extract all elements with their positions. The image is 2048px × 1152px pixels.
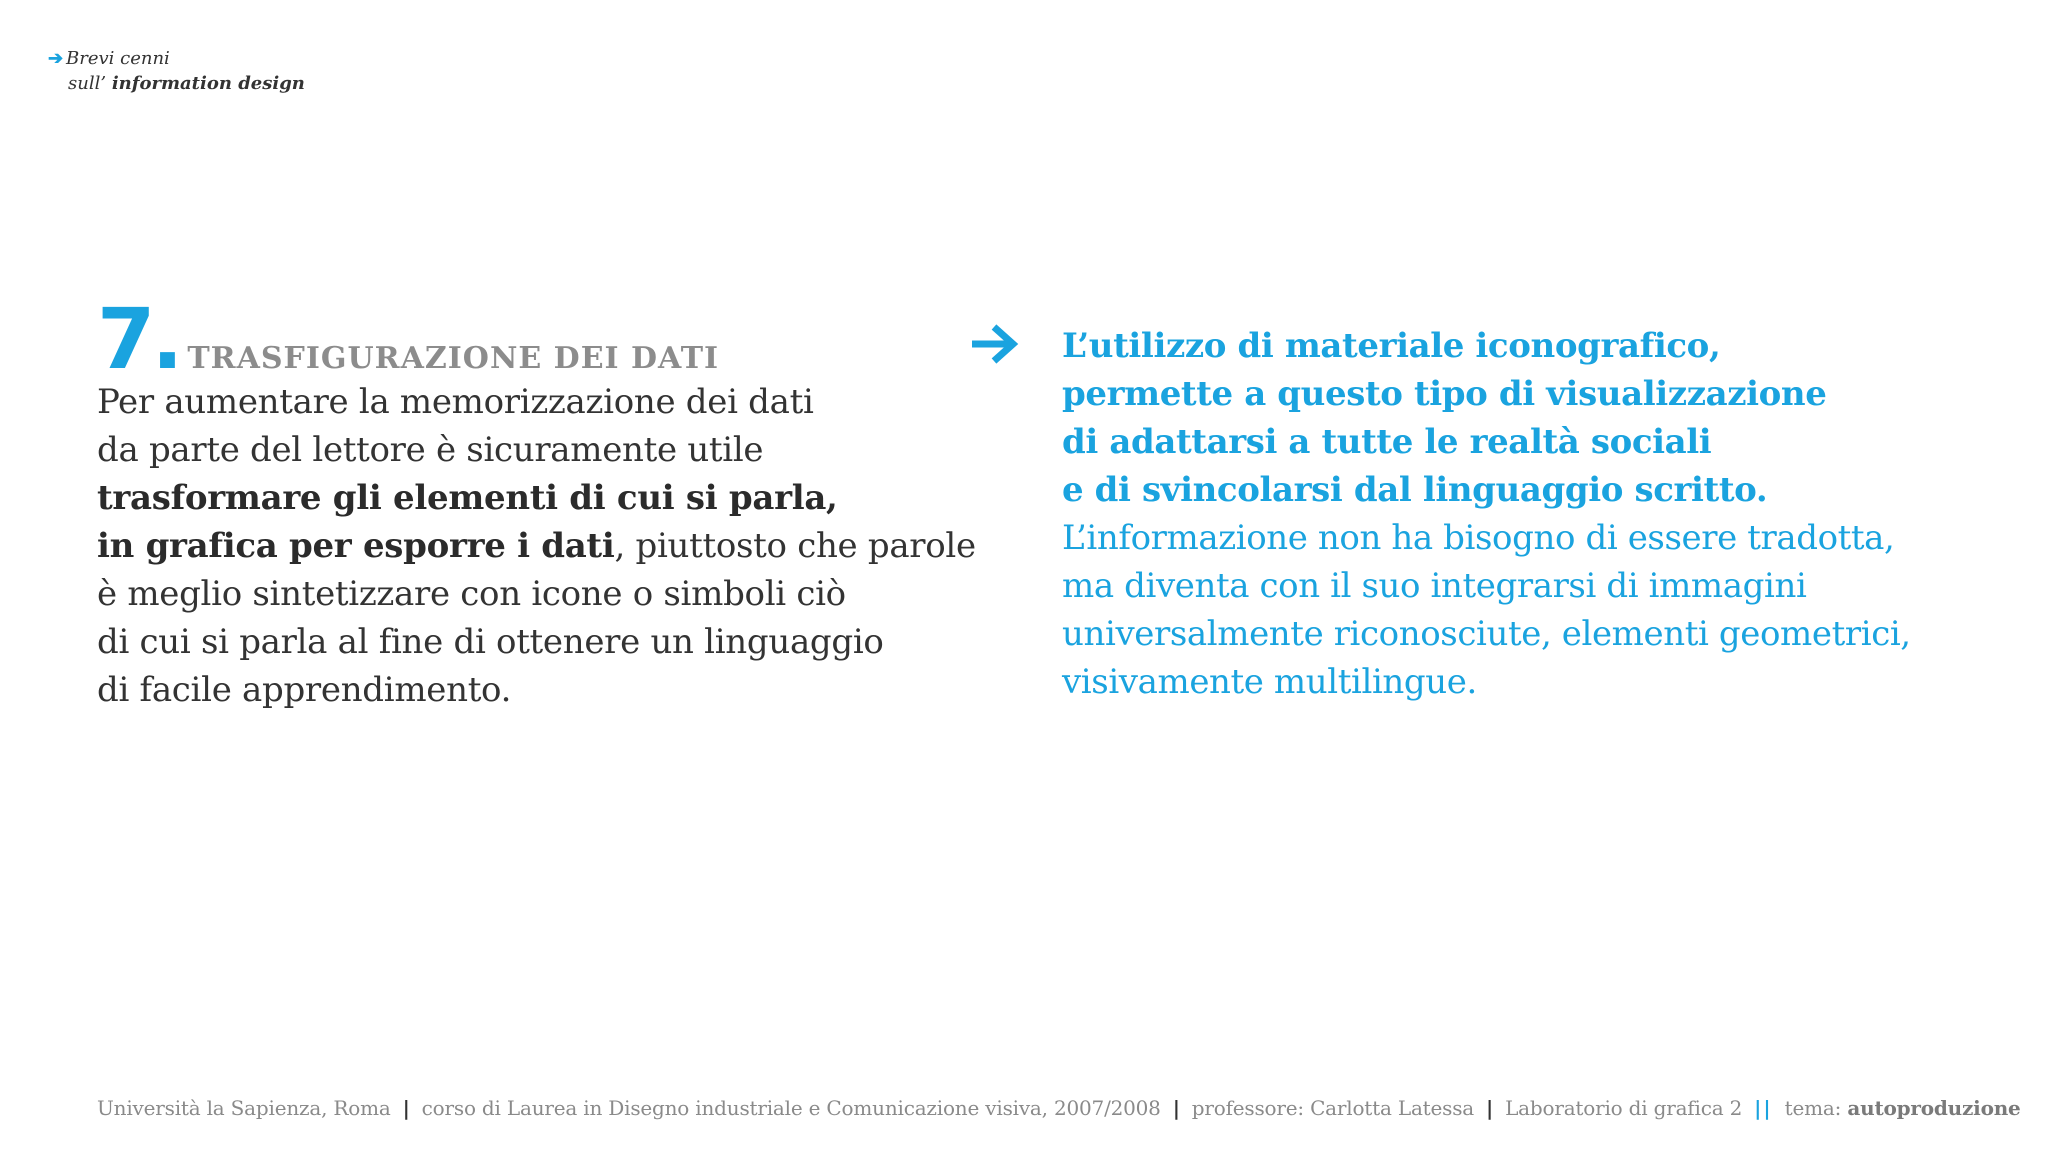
principle-heading [97, 290, 977, 388]
arrow-right-icon [968, 322, 1020, 366]
section-tag-bold: information design [111, 73, 305, 94]
explanation-strong-line: di adattarsi a tutte le realtà sociali [1062, 422, 1712, 462]
body-line: da parte del lettore è sicuramente utile [97, 430, 764, 470]
body-line: è meglio sintetizzare con icone o simboli ciò [97, 574, 846, 614]
footer-course: corso di Laurea in Disegno industriale e Comunicazione visiva, 2007/2008 [421, 1096, 1161, 1120]
principle-block [97, 290, 977, 714]
body-line: di facile apprendimento. [97, 670, 512, 710]
body-line: Per aumentare la memorizzazione dei dati [97, 382, 814, 422]
explanation-line: ma diventa con il suo integrarsi di immagini [1062, 566, 1807, 606]
principle-title: TRASFIGURAZIONE DEI DATI [187, 341, 720, 376]
explanation-line: L’informazione non ha bisogno di essere tradotta, [1062, 518, 1895, 558]
body-line-rest: , piuttosto che parole [614, 526, 976, 566]
arrow-right-icon: ➔ [48, 48, 64, 69]
principle-number: 7. [97, 290, 180, 388]
explanation-strong-line: L’utilizzo di materiale iconografico, [1062, 326, 1721, 366]
footer-separator: | [1486, 1096, 1494, 1120]
footer-lab: Laboratorio di grafica 2 [1505, 1096, 1743, 1120]
body-bold-line: trasformare gli elementi di cui si parla, [97, 478, 838, 518]
footer-theme-label: tema: [1784, 1096, 1842, 1120]
explanation-block [1062, 322, 2022, 706]
section-tag [48, 46, 305, 96]
explanation-strong-line: permette a questo tipo di visualizzazione [1062, 374, 1827, 414]
section-tag-prefix: sull’ [68, 73, 107, 94]
footer-separator: | [1172, 1096, 1180, 1120]
section-tag-line1: Brevi cenni [66, 48, 170, 69]
footer-professor: professore: Carlotta Latessa [1191, 1096, 1474, 1120]
footer [97, 1094, 2021, 1122]
body-bold-phrase: in grafica per esporre i dati [97, 526, 615, 566]
explanation-line: universalmente riconosciute, elementi geometrici, [1062, 614, 1911, 654]
principle-body [97, 378, 977, 714]
explanation-line: visivamente multilingue. [1062, 662, 1477, 702]
explanation-strong-line: e di svincolarsi dal linguaggio scritto. [1062, 470, 1768, 510]
body-line: di cui si parla al fine di ottenere un linguaggio [97, 622, 884, 662]
footer-separator: | [402, 1096, 410, 1120]
footer-separator-double: || [1754, 1096, 1773, 1120]
footer-theme-value: autoproduzione [1847, 1096, 2021, 1120]
footer-university: Università la Sapienza, Roma [97, 1096, 391, 1120]
